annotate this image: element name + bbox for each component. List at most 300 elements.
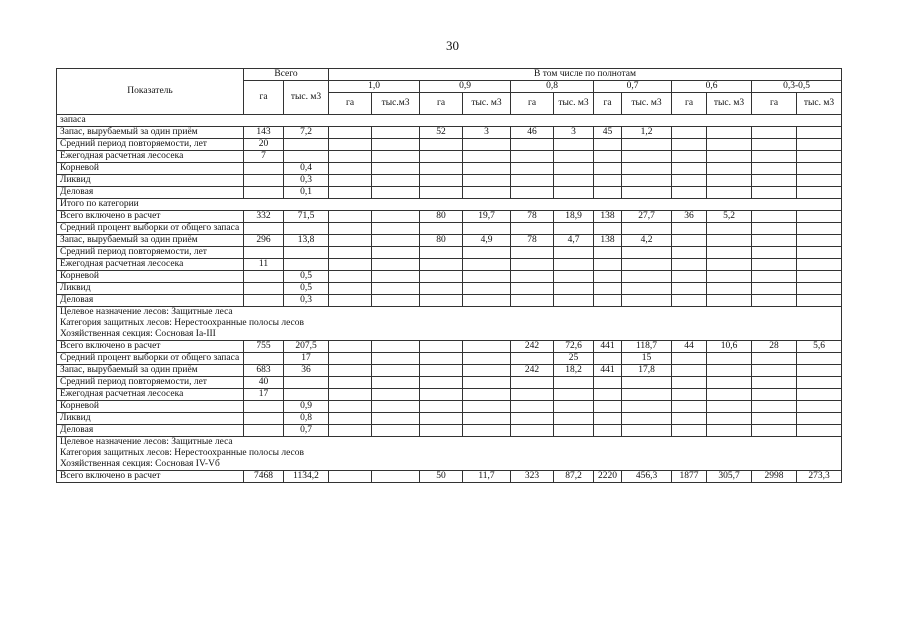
value-cell — [797, 235, 842, 247]
value-cell — [707, 353, 752, 365]
value-cell — [797, 377, 842, 389]
value-cell — [463, 175, 511, 187]
value-cell — [329, 187, 372, 199]
value-cell — [244, 295, 284, 307]
page-number: 30 — [446, 38, 459, 53]
row-label: Ежегодная расчетная лесосека — [57, 151, 244, 163]
row-label: Средний период повторяемости, лет — [57, 139, 244, 151]
row-label: Запас, вырубаемый за один приём — [57, 235, 244, 247]
header-ha: га — [672, 93, 707, 115]
value-cell: 18,9 — [554, 211, 594, 223]
value-cell — [511, 139, 554, 151]
value-cell — [797, 247, 842, 259]
value-cell — [622, 163, 672, 175]
value-cell — [244, 425, 284, 437]
value-cell: 4,9 — [463, 235, 511, 247]
row-label: Запас, вырубаемый за один приём — [57, 365, 244, 377]
value-cell — [372, 365, 420, 377]
header-total-ha: га — [244, 81, 284, 115]
row-label: Всего включено в расчет — [57, 471, 244, 483]
value-cell — [554, 259, 594, 271]
value-cell — [672, 175, 707, 187]
value-cell: 72,6 — [554, 341, 594, 353]
header-ha: га — [752, 93, 797, 115]
value-cell — [463, 187, 511, 199]
value-cell: 36 — [284, 365, 329, 377]
table-row — [57, 365, 842, 377]
value-cell — [420, 401, 463, 413]
value-cell — [797, 139, 842, 151]
value-cell — [554, 389, 594, 401]
value-cell — [420, 163, 463, 175]
value-cell — [672, 187, 707, 199]
value-cell — [594, 247, 622, 259]
row-label: Ежегодная расчетная лесосека — [57, 389, 244, 401]
value-cell: 296 — [244, 235, 284, 247]
value-cell — [752, 377, 797, 389]
value-cell: 0,9 — [284, 401, 329, 413]
value-cell: 4,2 — [622, 235, 672, 247]
value-cell — [329, 247, 372, 259]
table-row — [57, 259, 842, 271]
row-label: Средний процент выборки от общего запаса — [57, 223, 244, 235]
value-cell: 50 — [420, 471, 463, 483]
value-cell — [752, 139, 797, 151]
value-cell — [672, 223, 707, 235]
value-cell — [329, 163, 372, 175]
header-total-m3: тыс. м3 — [284, 81, 329, 115]
value-cell: 456,3 — [622, 471, 672, 483]
table-row — [57, 127, 842, 139]
value-cell — [594, 377, 622, 389]
header-density-5: 0,6 — [672, 81, 752, 93]
value-cell — [463, 425, 511, 437]
value-cell: 7468 — [244, 471, 284, 483]
value-cell: 80 — [420, 211, 463, 223]
value-cell — [511, 425, 554, 437]
value-cell — [797, 223, 842, 235]
value-cell — [594, 223, 622, 235]
value-cell — [594, 271, 622, 283]
section-heading-line: Хозяйственная секция: Сосновая IV-Vб — [60, 459, 220, 469]
value-cell: 118,7 — [622, 341, 672, 353]
value-cell — [752, 247, 797, 259]
value-cell: 242 — [511, 365, 554, 377]
value-cell — [752, 259, 797, 271]
value-cell — [752, 295, 797, 307]
value-cell: 441 — [594, 341, 622, 353]
value-cell — [797, 353, 842, 365]
value-cell — [244, 163, 284, 175]
value-cell: 4,7 — [554, 235, 594, 247]
section-heading-line: Целевое назначение лесов: Защитные леса — [60, 437, 233, 447]
value-cell — [797, 365, 842, 377]
value-cell — [554, 163, 594, 175]
value-cell — [707, 271, 752, 283]
value-cell: 273,3 — [797, 471, 842, 483]
value-cell — [622, 377, 672, 389]
value-cell — [420, 139, 463, 151]
value-cell — [372, 283, 420, 295]
value-cell: 52 — [420, 127, 463, 139]
value-cell — [244, 401, 284, 413]
header-total: Всего — [244, 69, 329, 81]
value-cell: 11,7 — [463, 471, 511, 483]
value-cell — [554, 413, 594, 425]
table-row — [57, 163, 842, 175]
value-cell — [672, 235, 707, 247]
value-cell: 138 — [594, 235, 622, 247]
value-cell — [329, 425, 372, 437]
header-m3: тыс. м3 — [463, 93, 511, 115]
row-label: Средний период повторяемости, лет — [57, 247, 244, 259]
value-cell — [797, 211, 842, 223]
header-by-density: В том числе по полнотам — [329, 69, 842, 81]
value-cell: 7,2 — [284, 127, 329, 139]
value-cell — [244, 413, 284, 425]
row-label: Ликвид — [57, 413, 244, 425]
value-cell — [594, 163, 622, 175]
value-cell — [372, 139, 420, 151]
value-cell — [511, 353, 554, 365]
value-cell — [511, 163, 554, 175]
value-cell: 80 — [420, 235, 463, 247]
value-cell — [463, 413, 511, 425]
table-row — [57, 283, 842, 295]
header-m3: тыс. м3 — [622, 93, 672, 115]
value-cell — [372, 163, 420, 175]
value-cell — [594, 283, 622, 295]
value-cell — [463, 151, 511, 163]
value-cell — [372, 377, 420, 389]
value-cell — [372, 471, 420, 483]
value-cell — [622, 187, 672, 199]
value-cell — [707, 413, 752, 425]
value-cell — [752, 389, 797, 401]
value-cell — [329, 365, 372, 377]
value-cell — [372, 127, 420, 139]
value-cell: 87,2 — [554, 471, 594, 483]
section-heading-line: Целевое назначение лесов: Защитные леса — [60, 307, 233, 317]
value-cell — [672, 295, 707, 307]
value-cell — [372, 223, 420, 235]
value-cell — [420, 223, 463, 235]
value-cell — [622, 151, 672, 163]
value-cell — [420, 377, 463, 389]
value-cell — [554, 425, 594, 437]
value-cell — [511, 377, 554, 389]
value-cell — [329, 471, 372, 483]
value-cell — [672, 389, 707, 401]
value-cell — [797, 401, 842, 413]
value-cell — [463, 341, 511, 353]
value-cell — [329, 353, 372, 365]
value-cell — [372, 175, 420, 187]
value-cell — [463, 283, 511, 295]
value-cell — [707, 175, 752, 187]
value-cell — [463, 353, 511, 365]
value-cell — [622, 413, 672, 425]
value-cell — [797, 425, 842, 437]
value-cell — [752, 235, 797, 247]
value-cell — [797, 127, 842, 139]
value-cell — [372, 389, 420, 401]
value-cell — [463, 365, 511, 377]
value-cell — [622, 295, 672, 307]
value-cell — [372, 425, 420, 437]
value-cell — [284, 151, 329, 163]
value-cell: 15 — [622, 353, 672, 365]
value-cell — [707, 151, 752, 163]
value-cell — [707, 425, 752, 437]
table-row — [57, 187, 842, 199]
value-cell — [244, 187, 284, 199]
table-row — [57, 271, 842, 283]
row-label: Ликвид — [57, 175, 244, 187]
value-cell — [463, 271, 511, 283]
table-row — [57, 389, 842, 401]
value-cell — [244, 353, 284, 365]
value-cell — [752, 271, 797, 283]
value-cell — [672, 425, 707, 437]
value-cell — [244, 175, 284, 187]
value-cell: 10,6 — [707, 341, 752, 353]
table-row — [57, 401, 842, 413]
value-cell — [797, 163, 842, 175]
value-cell — [329, 389, 372, 401]
value-cell — [372, 353, 420, 365]
value-cell — [329, 341, 372, 353]
value-cell — [244, 271, 284, 283]
table-row — [57, 151, 842, 163]
row-label: Корневой — [57, 163, 244, 175]
value-cell — [463, 139, 511, 151]
value-cell — [511, 187, 554, 199]
value-cell — [707, 247, 752, 259]
value-cell: 1134,2 — [284, 471, 329, 483]
value-cell — [707, 259, 752, 271]
header-density-3: 0,8 — [511, 81, 594, 93]
value-cell — [622, 175, 672, 187]
value-cell — [594, 139, 622, 151]
value-cell — [672, 353, 707, 365]
row-label: Ежегодная расчетная лесосека — [57, 259, 244, 271]
row-label: Деловая — [57, 425, 244, 437]
section-heading — [57, 307, 842, 341]
header-row-1 — [57, 69, 842, 81]
value-cell — [329, 295, 372, 307]
value-cell — [329, 223, 372, 235]
value-cell — [594, 175, 622, 187]
value-cell: 17 — [284, 353, 329, 365]
value-cell — [284, 139, 329, 151]
value-cell — [329, 127, 372, 139]
value-cell: 44 — [672, 341, 707, 353]
table-row — [57, 295, 842, 307]
value-cell — [752, 163, 797, 175]
value-cell — [554, 401, 594, 413]
value-cell: 7 — [244, 151, 284, 163]
value-cell — [511, 247, 554, 259]
header-density-2: 0,9 — [420, 81, 511, 93]
table-row — [57, 211, 842, 223]
table-row — [57, 377, 842, 389]
value-cell — [420, 353, 463, 365]
header-density-6: 0,3-0,5 — [752, 81, 842, 93]
value-cell — [752, 353, 797, 365]
value-cell — [329, 211, 372, 223]
value-cell — [752, 175, 797, 187]
header-density-1: 1,0 — [329, 81, 420, 93]
value-cell — [329, 283, 372, 295]
header-density-4: 0,7 — [594, 81, 672, 93]
value-cell — [329, 259, 372, 271]
value-cell — [372, 413, 420, 425]
value-cell — [707, 389, 752, 401]
value-cell — [672, 139, 707, 151]
value-cell — [511, 271, 554, 283]
value-cell — [707, 377, 752, 389]
value-cell: 323 — [511, 471, 554, 483]
value-cell — [672, 259, 707, 271]
value-cell: 0,5 — [284, 283, 329, 295]
value-cell: 45 — [594, 127, 622, 139]
section-heading-line: Категория защитных лесов: Нерестоохранные полосы лесов — [60, 448, 305, 458]
table-row — [57, 223, 842, 235]
value-cell — [463, 247, 511, 259]
value-cell — [463, 389, 511, 401]
value-cell — [554, 151, 594, 163]
value-cell — [511, 283, 554, 295]
value-cell — [420, 365, 463, 377]
value-cell — [463, 401, 511, 413]
value-cell — [284, 377, 329, 389]
value-cell — [672, 271, 707, 283]
table-row — [57, 425, 842, 437]
value-cell: 25 — [554, 353, 594, 365]
value-cell — [463, 163, 511, 175]
value-cell: 0,7 — [284, 425, 329, 437]
value-cell — [372, 211, 420, 223]
row-label: Деловая — [57, 187, 244, 199]
value-cell — [554, 139, 594, 151]
header-indicator: Показатель — [57, 69, 244, 115]
value-cell — [554, 187, 594, 199]
value-cell — [372, 187, 420, 199]
value-cell — [752, 151, 797, 163]
value-cell — [511, 401, 554, 413]
section-heading-line: Итого по категории — [60, 199, 139, 209]
value-cell — [797, 295, 842, 307]
value-cell — [511, 259, 554, 271]
value-cell: 143 — [244, 127, 284, 139]
value-cell — [752, 187, 797, 199]
value-cell — [554, 247, 594, 259]
value-cell — [511, 295, 554, 307]
header-m3: тыс. м3 — [707, 93, 752, 115]
value-cell — [554, 377, 594, 389]
row-label: Средний процент выборки от общего запаса — [57, 353, 244, 365]
value-cell — [463, 259, 511, 271]
section-heading-line: запаса — [60, 115, 86, 125]
value-cell — [420, 389, 463, 401]
value-cell — [420, 295, 463, 307]
forest-report-table — [56, 68, 842, 483]
value-cell — [672, 283, 707, 295]
value-cell — [797, 259, 842, 271]
value-cell — [329, 377, 372, 389]
value-cell — [329, 139, 372, 151]
table-row — [57, 175, 842, 187]
header-m3: тыс. м3 — [554, 93, 594, 115]
value-cell — [752, 401, 797, 413]
value-cell — [797, 271, 842, 283]
table-row — [57, 341, 842, 353]
value-cell — [463, 295, 511, 307]
value-cell: 36 — [672, 211, 707, 223]
value-cell — [372, 247, 420, 259]
value-cell — [329, 413, 372, 425]
table-row — [57, 247, 842, 259]
value-cell: 20 — [244, 139, 284, 151]
value-cell — [463, 223, 511, 235]
value-cell: 28 — [752, 341, 797, 353]
value-cell — [594, 151, 622, 163]
value-cell — [622, 259, 672, 271]
section-row — [57, 437, 842, 471]
value-cell — [797, 389, 842, 401]
value-cell: 0,4 — [284, 163, 329, 175]
value-cell — [329, 151, 372, 163]
value-cell — [797, 175, 842, 187]
value-cell — [554, 271, 594, 283]
value-cell — [797, 187, 842, 199]
value-cell: 3 — [463, 127, 511, 139]
value-cell — [797, 151, 842, 163]
value-cell — [372, 341, 420, 353]
value-cell — [622, 283, 672, 295]
value-cell — [707, 127, 752, 139]
value-cell — [707, 283, 752, 295]
header-ha: га — [511, 93, 554, 115]
value-cell — [752, 211, 797, 223]
table-row — [57, 413, 842, 425]
value-cell: 242 — [511, 341, 554, 353]
value-cell — [622, 139, 672, 151]
table-row — [57, 471, 842, 483]
value-cell — [420, 151, 463, 163]
value-cell — [594, 353, 622, 365]
value-cell — [372, 401, 420, 413]
value-cell: 11 — [244, 259, 284, 271]
value-cell — [622, 271, 672, 283]
value-cell — [284, 223, 329, 235]
row-label: Всего включено в расчет — [57, 211, 244, 223]
value-cell: 2220 — [594, 471, 622, 483]
value-cell: 332 — [244, 211, 284, 223]
value-cell — [752, 413, 797, 425]
value-cell: 0,3 — [284, 295, 329, 307]
value-cell — [244, 247, 284, 259]
value-cell — [752, 425, 797, 437]
row-label: Корневой — [57, 401, 244, 413]
value-cell — [372, 151, 420, 163]
value-cell — [752, 365, 797, 377]
row-label: Запас, вырубаемый за один приём — [57, 127, 244, 139]
value-cell — [752, 127, 797, 139]
value-cell — [707, 163, 752, 175]
value-cell — [672, 127, 707, 139]
